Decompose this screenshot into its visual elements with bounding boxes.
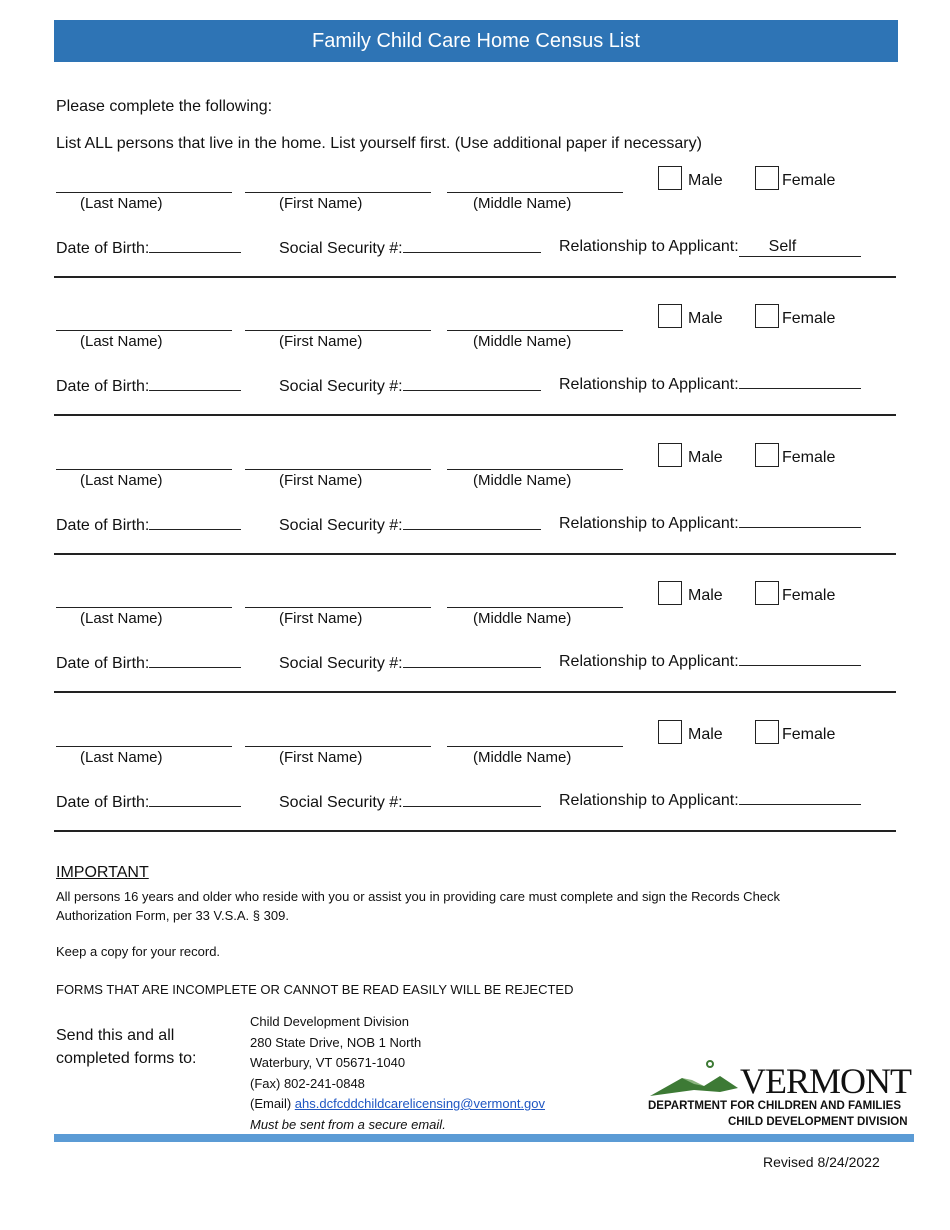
- relationship-value: Self: [768, 238, 797, 255]
- first-name-field[interactable]: [245, 746, 431, 747]
- female-checkbox[interactable]: [755, 581, 779, 605]
- logo-name: VERMONT: [740, 1061, 911, 1101]
- address-email-row: [250, 1094, 545, 1115]
- middle-name-field[interactable]: [447, 192, 623, 193]
- footer-bar: [54, 1134, 914, 1142]
- last-name-field[interactable]: [56, 330, 232, 331]
- relationship-field[interactable]: [739, 804, 861, 805]
- email-prefix: (Email): [250, 1096, 292, 1111]
- address-org: Child Development Division: [250, 1014, 409, 1029]
- dob-row: [56, 653, 241, 673]
- dob-row: [56, 376, 241, 396]
- middle-name-field[interactable]: [447, 330, 623, 331]
- relationship-row: [559, 376, 861, 394]
- instructions-text: List ALL persons that live in the home. List yourself first. (Use additional paper if necessary): [56, 135, 702, 152]
- ssn-label: Social Security #:: [279, 378, 403, 395]
- dob-field[interactable]: [149, 238, 241, 253]
- send-label: [56, 1024, 197, 1070]
- last-name-label: (Last Name): [80, 195, 163, 212]
- male-checkbox[interactable]: [658, 581, 682, 605]
- send-label-line2: completed forms to:: [56, 1050, 197, 1067]
- email-link[interactable]: ahs.dcfcddchildcarelicensing@vermont.gov: [294, 1096, 546, 1111]
- person-entry: [0, 577, 950, 717]
- section-divider: [54, 830, 896, 832]
- important-heading: IMPORTANT: [56, 864, 149, 881]
- dob-row: [56, 792, 241, 812]
- relationship-field[interactable]: [739, 665, 861, 666]
- address-street: 280 State Drive, NOB 1 North: [250, 1034, 422, 1050]
- middle-name-field[interactable]: [447, 607, 623, 608]
- last-name-label: (Last Name): [80, 610, 163, 627]
- first-name-field[interactable]: [245, 330, 431, 331]
- first-name-field[interactable]: [245, 607, 431, 608]
- last-name-label: (Last Name): [80, 333, 163, 350]
- first-name-label: (First Name): [279, 472, 363, 489]
- person-entry: [0, 162, 950, 302]
- relationship-field[interactable]: [739, 238, 861, 257]
- relationship-row: [559, 515, 861, 533]
- dob-field[interactable]: [149, 653, 241, 668]
- female-label: Female: [782, 310, 836, 327]
- first-name-label: (First Name): [279, 610, 363, 627]
- dob-label: Date of Birth:: [56, 655, 150, 672]
- section-divider: [54, 553, 896, 555]
- last-name-field[interactable]: [56, 192, 232, 193]
- first-name-label: (First Name): [279, 749, 363, 766]
- last-name-label: (Last Name): [80, 472, 163, 489]
- male-checkbox[interactable]: [658, 443, 682, 467]
- female-label: Female: [782, 172, 836, 189]
- middle-name-label: (Middle Name): [473, 472, 572, 489]
- middle-name-label: (Middle Name): [473, 195, 572, 212]
- male-label: Male: [688, 726, 723, 743]
- first-name-field[interactable]: [245, 469, 431, 470]
- page-title: Family Child Care Home Census List: [54, 20, 898, 62]
- mailing-address: [250, 1012, 545, 1135]
- revised-date: Revised 8/24/2022: [763, 1154, 880, 1170]
- relationship-label: Relationship to Applicant:: [559, 238, 739, 255]
- logo-dept: DEPARTMENT FOR CHILDREN AND FAMILIES: [648, 1100, 901, 1112]
- address-fax: (Fax) 802-241-0848: [250, 1075, 365, 1091]
- ssn-row: [279, 376, 541, 396]
- ssn-row: [279, 792, 541, 812]
- dob-field[interactable]: [149, 792, 241, 807]
- male-checkbox[interactable]: [658, 720, 682, 744]
- ssn-field[interactable]: [403, 792, 541, 807]
- relationship-label: Relationship to Applicant:: [559, 515, 739, 532]
- middle-name-label: (Middle Name): [473, 749, 572, 766]
- ssn-label: Social Security #:: [279, 240, 403, 257]
- dob-label: Date of Birth:: [56, 378, 150, 395]
- relationship-row: [559, 653, 861, 671]
- last-name-field[interactable]: [56, 746, 232, 747]
- dob-label: Date of Birth:: [56, 517, 150, 534]
- female-label: Female: [782, 587, 836, 604]
- address-city: Waterbury, VT 05671-1040: [250, 1055, 406, 1070]
- female-checkbox[interactable]: [755, 443, 779, 467]
- female-label: Female: [782, 449, 836, 466]
- middle-name-field[interactable]: [447, 469, 623, 470]
- relationship-field[interactable]: [739, 527, 861, 528]
- middle-name-label: (Middle Name): [473, 610, 572, 627]
- middle-name-label: (Middle Name): [473, 333, 572, 350]
- last-name-field[interactable]: [56, 469, 232, 470]
- last-name-field[interactable]: [56, 607, 232, 608]
- rejection-warning: FORMS THAT ARE INCOMPLETE OR CANNOT BE READ EASILY WILL BE REJECTED: [56, 982, 574, 997]
- person-entry: [0, 300, 950, 440]
- person-entry: [0, 716, 950, 856]
- male-label: Male: [688, 172, 723, 189]
- dob-label: Date of Birth:: [56, 240, 150, 257]
- keep-copy-text: Keep a copy for your record.: [56, 944, 221, 959]
- first-name-label: (First Name): [279, 195, 363, 212]
- ssn-field[interactable]: [403, 515, 541, 530]
- dob-row: [56, 238, 241, 258]
- relationship-field[interactable]: [739, 388, 861, 389]
- vermont-dcf-logo: [646, 1052, 911, 1134]
- ssn-field[interactable]: [403, 376, 541, 391]
- last-name-label: (Last Name): [80, 749, 163, 766]
- ssn-row: [279, 238, 541, 258]
- ssn-label: Social Security #:: [279, 794, 403, 811]
- first-name-field[interactable]: [245, 192, 431, 193]
- male-checkbox[interactable]: [658, 304, 682, 328]
- section-divider: [54, 691, 896, 693]
- relationship-label: Relationship to Applicant:: [559, 653, 739, 670]
- male-label: Male: [688, 449, 723, 466]
- dob-field[interactable]: [149, 376, 241, 391]
- logo-division: CHILD DEVELOPMENT DIVISION: [728, 1116, 908, 1128]
- relationship-row: [559, 792, 861, 810]
- ssn-label: Social Security #:: [279, 517, 403, 534]
- person-entry: [0, 439, 950, 579]
- ssn-field[interactable]: [403, 653, 541, 668]
- dob-row: [56, 515, 241, 535]
- female-label: Female: [782, 726, 836, 743]
- relationship-label: Relationship to Applicant:: [559, 376, 739, 393]
- important-text: All persons 16 years and older who reside with you or assist you in providing care must complete and sign the Records Check Authorization Form, per 33 V.S.A. § 309.: [56, 889, 781, 923]
- relationship-label: Relationship to Applicant:: [559, 792, 739, 809]
- female-checkbox[interactable]: [755, 304, 779, 328]
- male-label: Male: [688, 587, 723, 604]
- relationship-row: [559, 238, 861, 257]
- ssn-row: [279, 515, 541, 535]
- secure-email-note: Must be sent from a secure email.: [250, 1116, 446, 1132]
- middle-name-field[interactable]: [447, 746, 623, 747]
- section-divider: [54, 414, 896, 416]
- ssn-label: Social Security #:: [279, 655, 403, 672]
- dob-label: Date of Birth:: [56, 794, 150, 811]
- intro-text: Please complete the following:: [56, 98, 273, 115]
- male-checkbox[interactable]: [658, 166, 682, 190]
- female-checkbox[interactable]: [755, 166, 779, 190]
- first-name-label: (First Name): [279, 333, 363, 350]
- ssn-row: [279, 653, 541, 673]
- dob-field[interactable]: [149, 515, 241, 530]
- section-divider: [54, 276, 896, 278]
- ssn-field[interactable]: [403, 238, 541, 253]
- send-label-line1: Send this and all: [56, 1027, 175, 1044]
- male-label: Male: [688, 310, 723, 327]
- female-checkbox[interactable]: [755, 720, 779, 744]
